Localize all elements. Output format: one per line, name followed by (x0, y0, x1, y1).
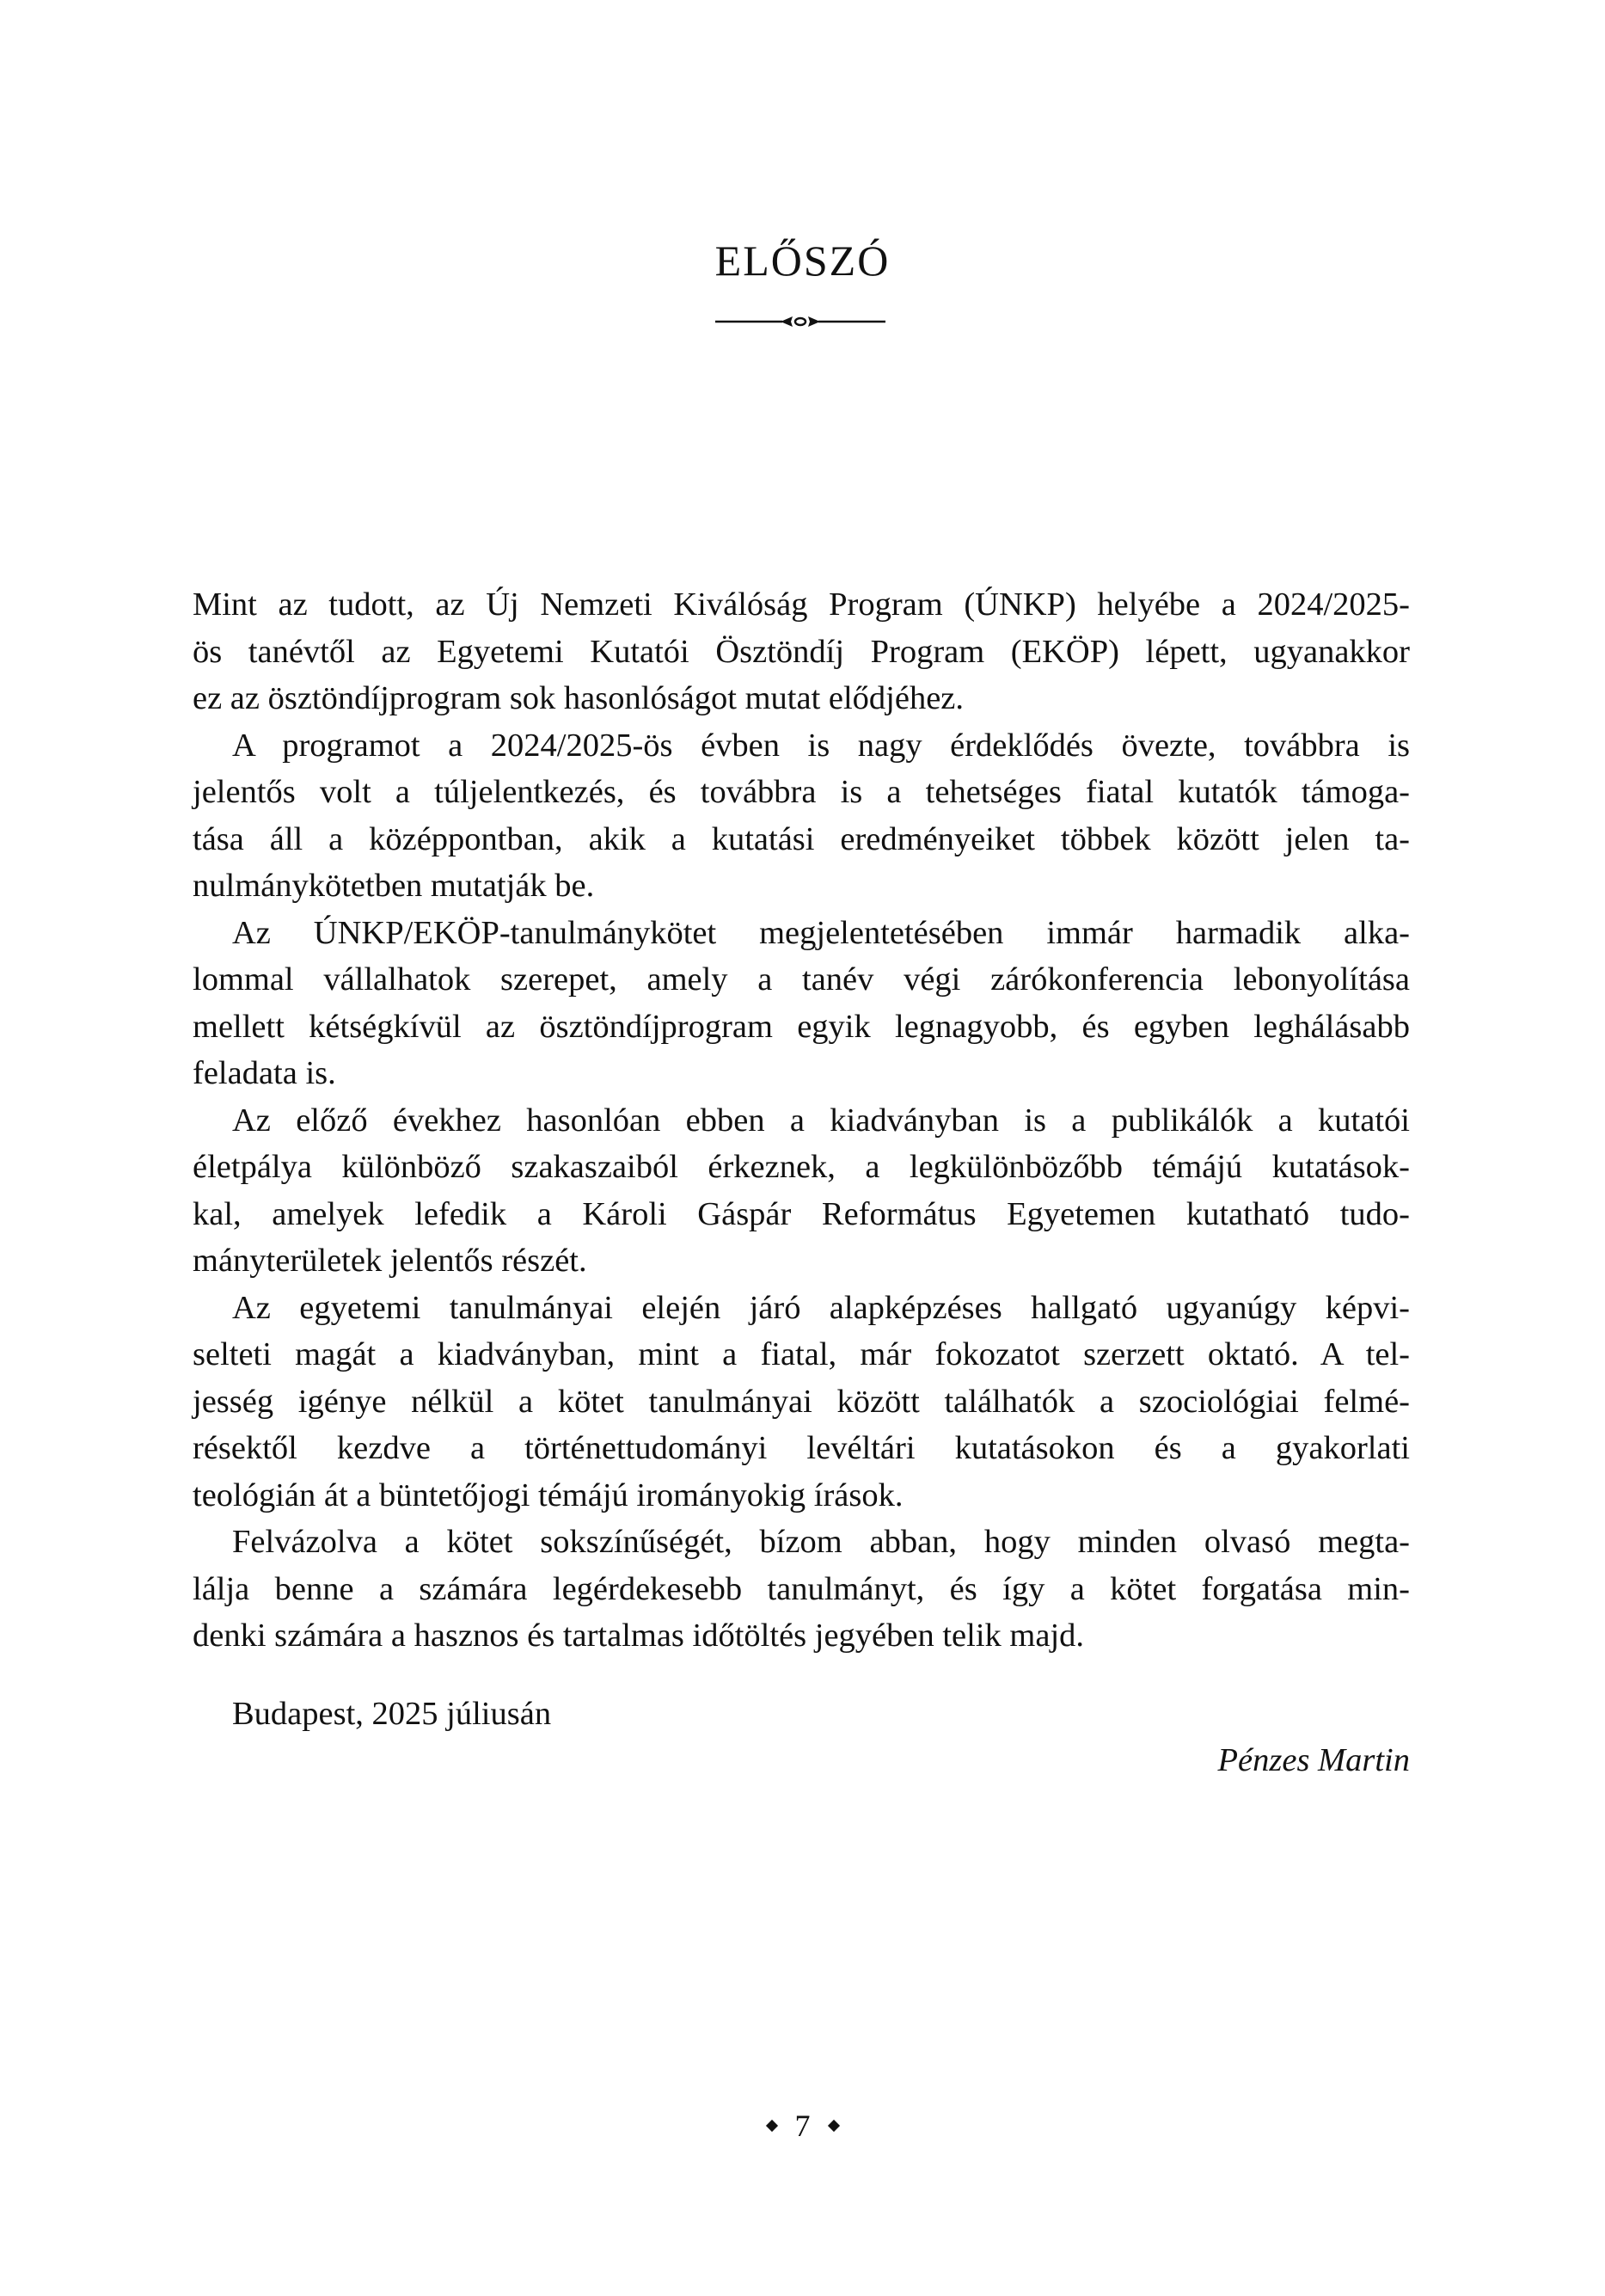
paragraph (193, 910, 1410, 1097)
text-line: selteti magát a kiadványban, mint a fiatal, már fokozatot szerzett oktató. A tel- (193, 1336, 1410, 1372)
text-line: tása áll a középpontban, akik a kutatási eredményeiket többek között jelen ta- (193, 820, 1410, 857)
text-line: feladata is. (193, 1055, 336, 1091)
text-line: életpálya különböző szakaszaiból érkeznek, a legkülönbözőbb témájú kutatások- (193, 1149, 1410, 1185)
text-line: denki számára a hasznos és tartalmas időtöltés jegyében telik majd. (193, 1618, 1085, 1654)
page-number: 7 (794, 2109, 811, 2143)
page-title: ELŐSZÓ (714, 236, 891, 285)
text-line: Az egyetemi tanulmányai elején járó alapképzéses hallgató ugyanúgy képvi- (232, 1289, 1410, 1326)
text-line: ez az ösztöndíjprogram sok hasonlóságot mutat elődjéhez. (193, 680, 965, 716)
paragraph (193, 1097, 1410, 1285)
text-line: ös tanévtől az Egyetemi Kutatói Ösztöndíj Program (EKÖP) lépett, ugyanakkor (193, 633, 1410, 670)
text-line: Az ÚNKP/EKÖP-tanulmánykötet megjelentetésében immár harmadik alka- (232, 914, 1410, 951)
text-line: résektől kezdve a történettudományi levéltári kutatásokon és a gyakorlati (193, 1430, 1410, 1466)
paragraph (193, 1285, 1410, 1519)
bullet-icon (765, 2120, 777, 2132)
text-line: mellett kétségkívül az ösztöndíjprogram egyik legnagyobb, és egyben leghálásabb (193, 1008, 1410, 1045)
text-line: A programot a 2024/2025-ös évben is nagy érdeklődés övezte, továbbra is (232, 727, 1410, 764)
paragraph (193, 1519, 1410, 1660)
text-line: teológián át a büntetőjogi témájú irományokig írások. (193, 1476, 904, 1513)
text-line: lommal vállalhatok szerepet, amely a tanév végi zárókonferencia lebonyolítása (193, 961, 1410, 998)
text-line: jelentős volt a túljelentkezés, és továbbra is a tehetséges fiatal kutatók támoga- (193, 774, 1410, 810)
divider-ornament-icon (715, 311, 885, 332)
text-line: jesség igénye nélkül a kötet tanulmányai között találhatók a szociológiai felmé- (193, 1383, 1410, 1420)
text-line: Felvázolva a kötet sokszínűségét, bízom abban, hogy minden olvasó megta- (232, 1524, 1410, 1560)
body-text (193, 581, 1410, 1660)
text-line: mányterületek jelentős részét. (193, 1243, 587, 1279)
dateline: Budapest, 2025 júliusán (232, 1696, 552, 1732)
paragraph (193, 722, 1410, 910)
page-number-footer (0, 2107, 1605, 2145)
text-line: lálja benne a számára legérdekesebb tanulmányt, és így a kötet forgatása min- (193, 1570, 1410, 1607)
text-line: Mint az tudott, az Új Nemzeti Kiválóság Program (ÚNKP) helyébe a 2024/2025- (193, 586, 1410, 623)
text-line: kal, amelyek lefedik a Károli Gáspár Református Egyetemen kutatható tudo- (193, 1195, 1410, 1232)
bullet-icon (827, 2120, 839, 2132)
text-line: Az előző évekhez hasonlóan ebben a kiadványban is a publikálók a kutatói (232, 1102, 1410, 1139)
paragraph (193, 581, 1410, 722)
text-line: nulmánykötetben mutatják be. (193, 868, 595, 904)
signature: Pénzes Martin (1217, 1742, 1410, 1778)
